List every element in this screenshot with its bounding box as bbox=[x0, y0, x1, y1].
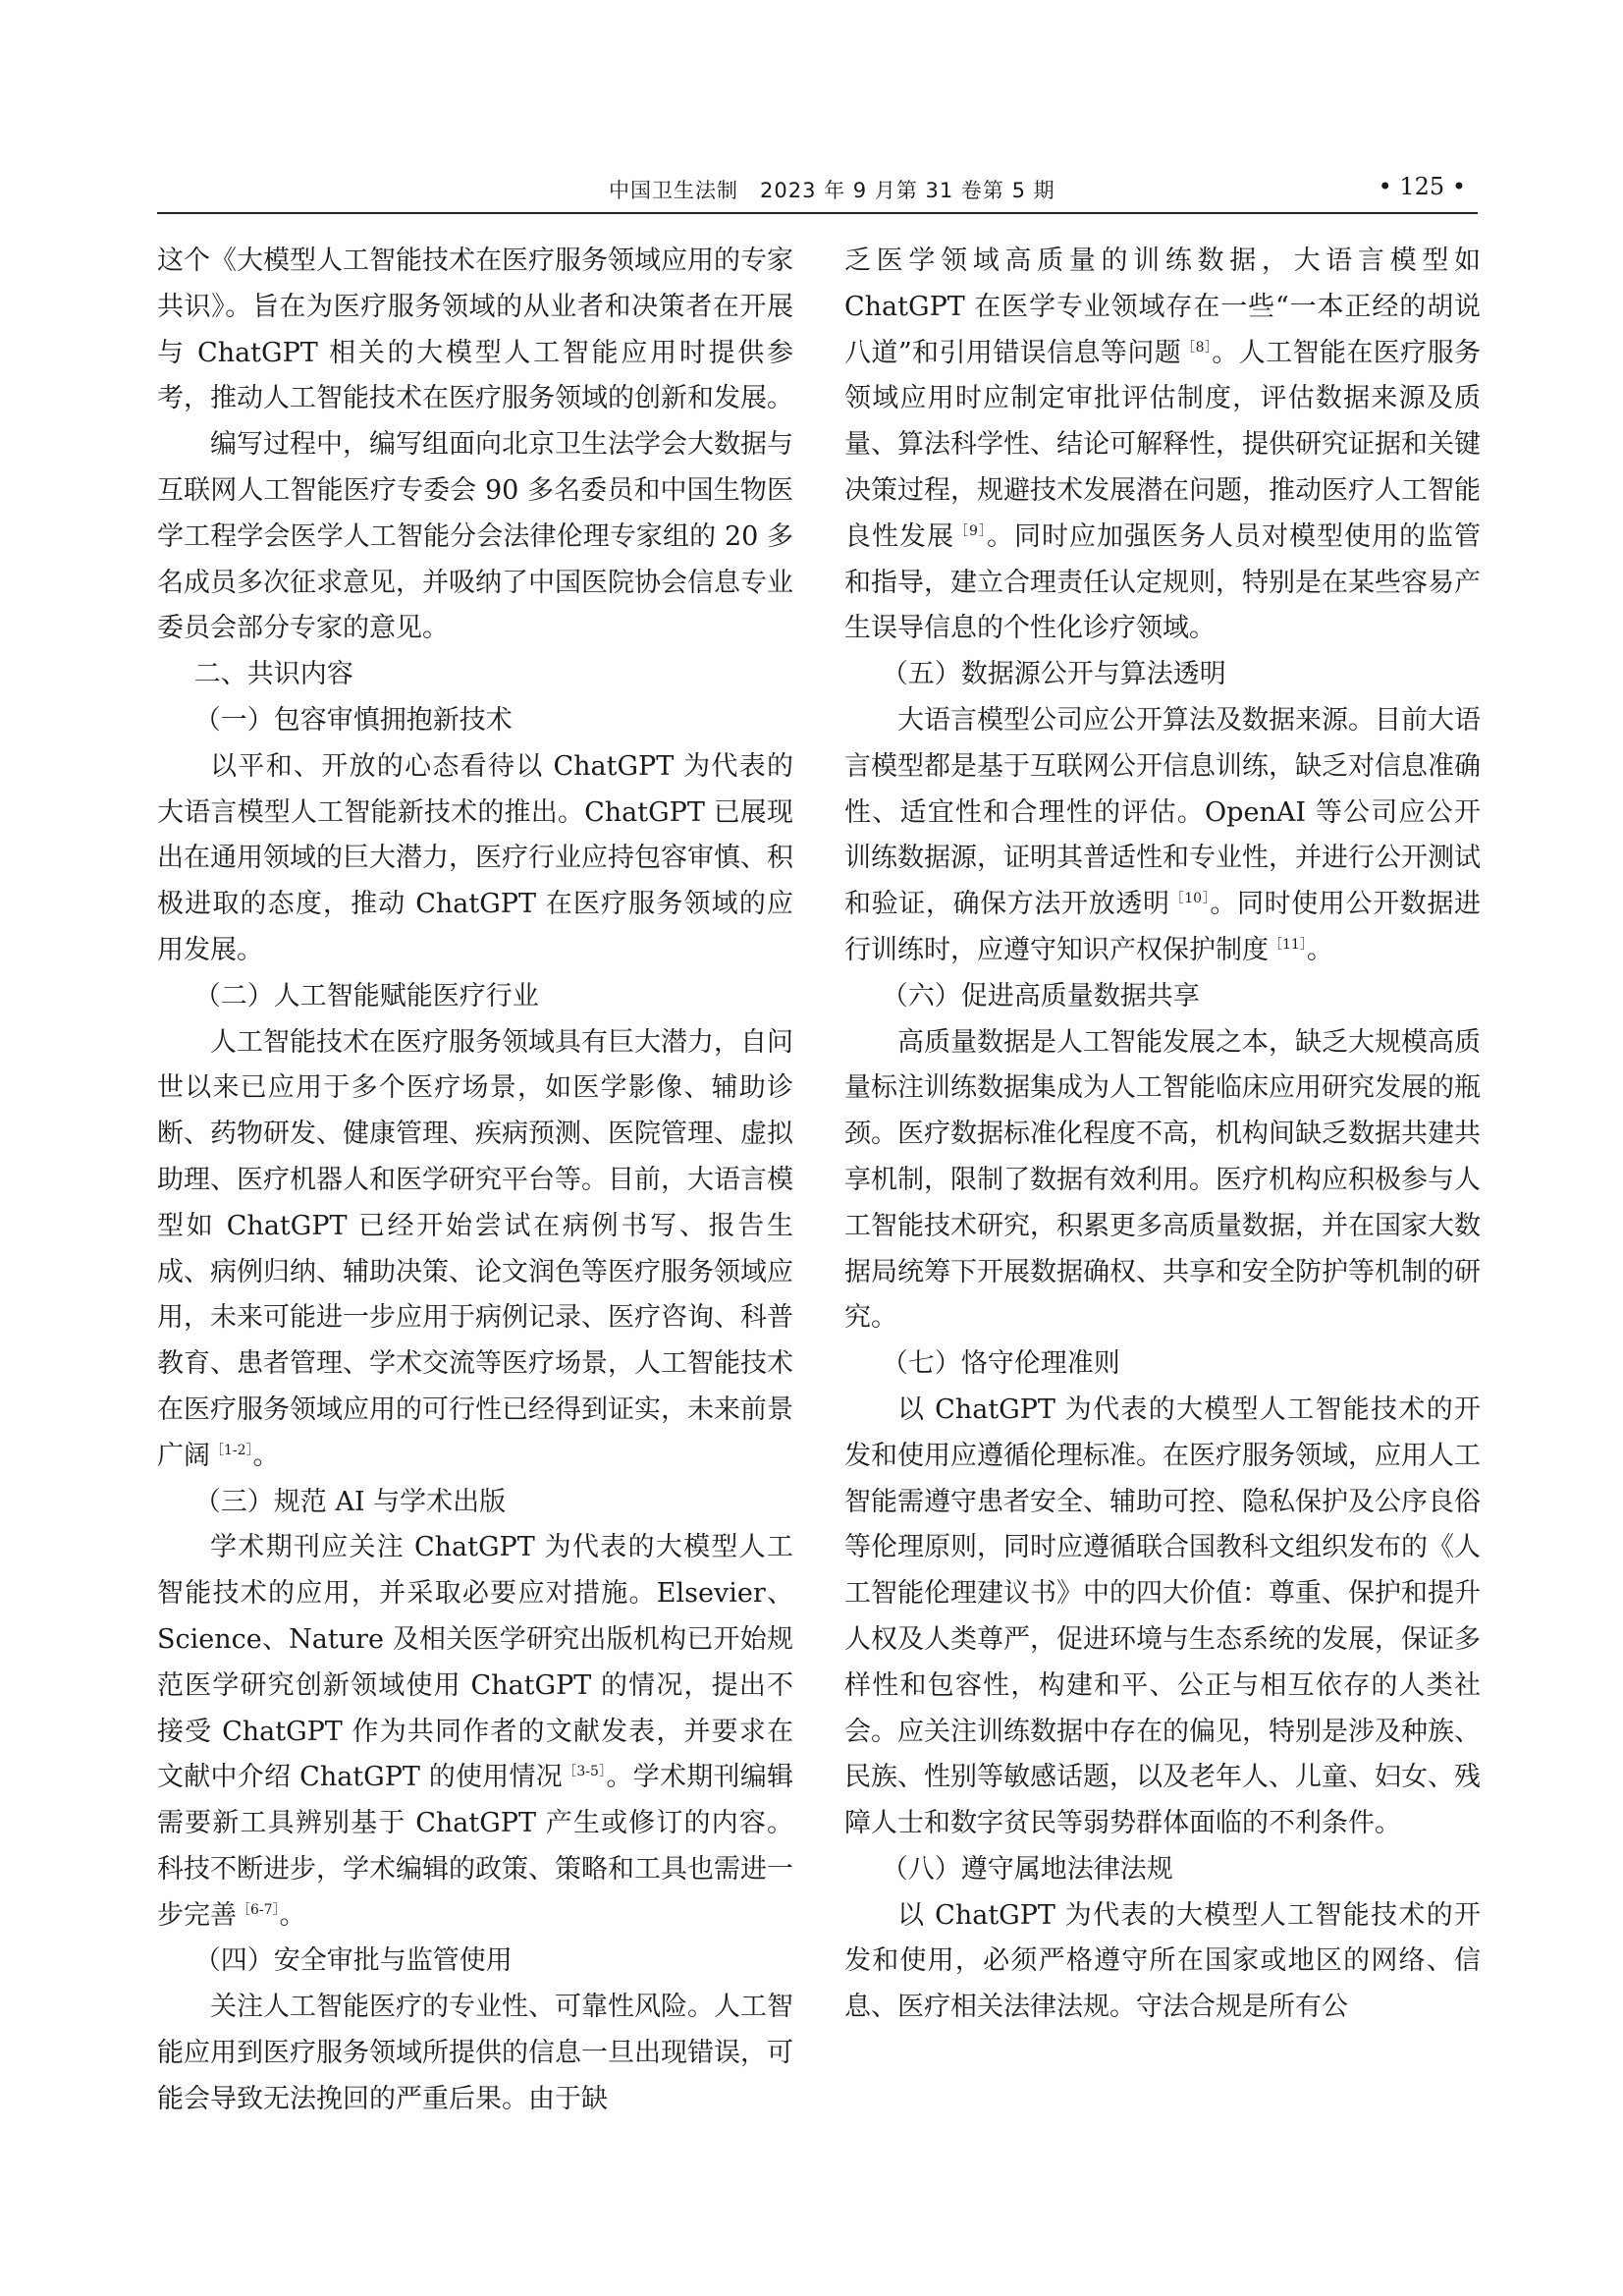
paragraph-text: 。人工智能在医疗服务领域应用时应制定审批评估制度，评估数据来源及质量、算法科学性、结论可解释性，提供研究证据和关键决策过程，规避技术发展潜在问题，推动医疗人工智能良性发展 bbox=[844, 337, 1481, 552]
subsection-heading: （三）规范 AI 与学术出版 bbox=[193, 1486, 507, 1517]
paragraph-text: 。学术期刊编辑需要新工具辨别基于 ChatGPT 产生或修订的内容。科技不断进步，学术编辑的政策、策略和工具也需进一步完善 bbox=[157, 1762, 794, 1931]
paragraph-text: 学术期刊应关注 ChatGPT 为代表的大模型人工智能技术的应用，并采取必要应对措施。Elsevier、Science、Nature 及相关医学研究出版机构已开始规范医学研究创新领域使用 ChatGPT 的情况，提出不接受 ChatGPT 作为共同作者的文献发表，并要求在文献中介绍 ChatGPT 的使用情况 bbox=[157, 1532, 793, 1793]
paragraph-text: 。同时应加强医务人员对模型使用的监管和指导，建立合理责任认定规则，特别是在某些容易产生误导信息的个性化诊疗领域。 bbox=[844, 520, 1481, 644]
paragraph bbox=[844, 698, 1481, 974]
paragraph bbox=[844, 239, 1481, 652]
subsection-heading: （一）包容审慎拥抱新技术 bbox=[193, 704, 513, 736]
citation-ref: ［9］ bbox=[954, 522, 987, 539]
section-heading: 二、共识内容 bbox=[193, 659, 353, 690]
journal-info: 中国卫生法制 2023 年 9 月第 31 卷第 5 期 bbox=[609, 179, 1055, 202]
citation-ref: ［11］ bbox=[1269, 936, 1307, 953]
paragraph bbox=[157, 1020, 793, 1480]
citation-ref: ［1-2］ bbox=[210, 1442, 253, 1458]
paragraph-text: 乏医学领域高质量的训练数据，大语言模型如 ChatGPT 在医学专业领域存在一些“一本正经的胡说八道”和引用错误信息等问题 bbox=[844, 246, 1481, 368]
running-header bbox=[157, 173, 1478, 214]
citation-ref: ［8］ bbox=[1181, 339, 1213, 355]
paragraph: 以 ChatGPT 为代表的大模型人工智能技术的开发和使用，必须严格遵守所在国家或地区的网络、信息、医疗相关法律法规。守法合规是所有公 bbox=[844, 1899, 1481, 2023]
subsection-heading: （七）恪守伦理准则 bbox=[881, 1348, 1120, 1380]
citation-ref: ［10］ bbox=[1169, 891, 1211, 907]
paragraph-text: 。 bbox=[279, 1899, 306, 1931]
left-column bbox=[157, 239, 793, 2123]
paragraph-text: 。同时使用公开数据进行训练时，应遵守知识产权保护制度 bbox=[844, 889, 1482, 965]
subsection-heading: （六）促进高质量数据共享 bbox=[881, 980, 1200, 1011]
paragraph: 高质量数据是人工智能发展之本，缺乏大规模高质量标注训练数据集成为人工智能临床应用研究发展的瓶颈。医疗数据标准化程度不高，机构间缺乏数据共建共享机制，限制了数据有效利用。医疗机构应积极参与人工智能技术研究，积累更多高质量数据，并在国家大数据局统筹下开展数据确权、共享和安全防护等机制的研究。 bbox=[844, 1026, 1481, 1334]
paragraph-text: 大语言模型公司应公开算法及数据来源。目前大语言模型都是基于互联网公开信息训练，缺乏对信息准确性、适宜性和合理性的评估。OpenAI 等公司应公开训练数据源，证明其普适性和专业性，并进行公开测试和验证，确保方法开放透明 bbox=[844, 704, 1481, 920]
citation-ref: ［6-7］ bbox=[237, 1901, 280, 1918]
subsection-heading: （五）数据源公开与算法透明 bbox=[881, 659, 1226, 690]
paragraph: 编写过程中，编写组面向北京卫生法学会大数据与互联网人工智能医疗专委会 90 多名委员和中国生物医学工程学会医学人工智能分会法律伦理专家组的 20 多名成员多次征求意见，并吸纳了中国医院协会信息专业委员会部分专家的意见。 bbox=[157, 429, 793, 644]
paragraph-text: 人工智能技术在医疗服务领域具有巨大潜力，自问世以来已应用于多个医疗场景，如医学影像、辅助诊断、药物研发、健康管理、疾病预测、医院管理、虚拟助理、医疗机器人和医学研究平台等。目前，大语言模型如 ChatGPT 已经开始尝试在病例书写、报告生成、病例归纳、辅助决策、论文润色等医疗服务领域应用，未来可能进一步应用于病例记录、医疗咨询、科普教育、患者管理、学术交流等医疗场景，人工智能技术在医疗服务领域应用的可行性已经得到证实，未来前景广阔 bbox=[157, 1026, 793, 1471]
right-column bbox=[844, 239, 1481, 2031]
paragraph-text: 。 bbox=[252, 1440, 280, 1471]
subsection-heading: （二）人工智能赋能医疗行业 bbox=[193, 980, 539, 1011]
paragraph: 关注人工智能医疗的专业性、可靠性风险。人工智能应用到医疗服务领域所提供的信息一旦出现错误，可能会导致无法挽回的严重后果。由于缺 bbox=[157, 1992, 793, 2114]
citation-ref: ［3-5］ bbox=[563, 1764, 607, 1780]
paragraph: 这个《大模型人工智能技术在医疗服务领域应用的专家共识》。旨在为医疗服务领域的从业者和决策者在开展与 ChatGPT 相关的大模型人工智能应用时提供参考，推动人工智能技术在医疗服务领域的创新和发展。 bbox=[157, 246, 793, 414]
subsection-heading: （四）安全审批与监管使用 bbox=[193, 1945, 513, 1977]
paragraph-text: 。 bbox=[1306, 934, 1333, 965]
paragraph: 以平和、开放的心态看待以 ChatGPT 为代表的大语言模型人工智能新技术的推出。ChatGPT 已展现出在通用领域的巨大潜力，医疗行业应持包容审慎、积极进取的态度，推动 ChatGPT 在医疗服务领域的应用发展。 bbox=[157, 750, 793, 965]
page-number: • 125 • bbox=[1378, 173, 1466, 200]
paragraph bbox=[157, 1525, 793, 1939]
paragraph: 以 ChatGPT 为代表的大模型人工智能技术的开发和使用应遵循伦理标准。在医疗服务领域，应用人工智能需遵守患者安全、辅助可控、隐私保护及公序良俗等伦理原则，同时应遵循联合国教科文组织发布的《人工智能伦理建议书》中的四大价值：尊重、保护和提升人权及人类尊严，促进环境与生态系统的发展，保证多样性和包容性，构建和平、公正与相互依存的人类社会。应关注训练数据中存在的偏见，特别是涉及种族、民族、性别等敏感话题，以及老年人、儿童、妇女、残障人士和数字贫民等弱势群体面临的不利条件。 bbox=[844, 1394, 1481, 1839]
subsection-heading: （八）遵守属地法律法规 bbox=[881, 1853, 1173, 1885]
